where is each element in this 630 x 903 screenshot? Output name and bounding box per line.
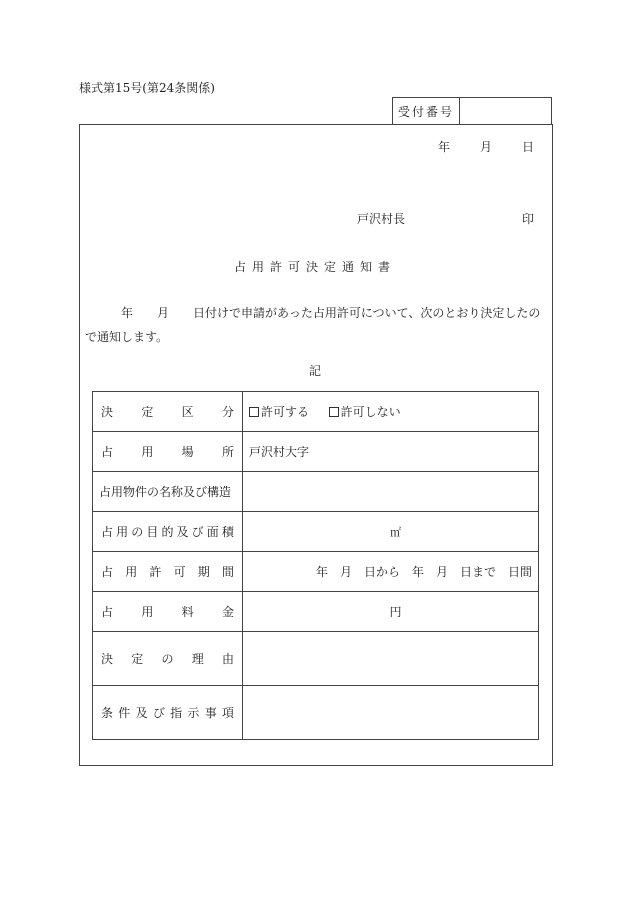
label-conditions: 条 件 及 び 指 示 事 項 [93,686,243,740]
receipt-number-label: 受付番号 [393,98,460,124]
decision-options [243,392,539,432]
label-permit-period: 占 用 許 可 期 間 [93,552,243,592]
square-meter-unit: ㎡ [390,525,401,539]
notice-paragraph: 年 月 日付けで申請があった占用許可について、次のとおり決定したので通知します。 [85,306,541,344]
date-year: 年 [437,140,450,154]
permit-period-value[interactable]: 年 月 日から 年 月 日まで 日間 [243,552,539,592]
checkbox-icon [249,407,259,417]
table-row [93,552,539,592]
label-reason: 決 定 の 理 由 [93,632,243,686]
permit-checkbox[interactable]: 許可する [249,405,309,419]
label-decision-type: 決 定 区 分 [93,392,243,432]
receipt-number-value[interactable] [460,98,551,124]
date-line [438,138,534,155]
reason-value[interactable] [243,632,539,686]
table-row [93,472,539,512]
decision-table [92,391,539,740]
table-row [93,512,539,552]
table-row [93,686,539,740]
fee-value[interactable] [243,592,539,632]
date-day: 日 [521,140,534,154]
table-row [93,392,539,432]
form-number: 様式第15号(第24条関係) [79,81,215,95]
seal-mark: 印 [522,212,535,226]
checkbox-icon [329,407,339,417]
deny-checkbox[interactable]: 許可しない [329,405,401,419]
location-value[interactable]: 戸沢村大字 [243,432,539,472]
label-object-name: 占用物件の名称及び構造 [93,472,243,512]
ki-heading: 記 [308,364,321,378]
yen-unit: 円 [389,605,402,619]
label-location: 占 用 場 所 [93,432,243,472]
date-month: 月 [479,140,492,154]
label-purpose-area: 占 用 の 目 的 及 び 面 積 [93,512,243,552]
table-row [93,632,539,686]
table-row [93,592,539,632]
conditions-value[interactable] [243,686,539,740]
issuer-title: 戸沢村長 [357,212,406,226]
purpose-area-value[interactable] [243,512,539,552]
label-fee: 占 用 料 金 [93,592,243,632]
document-title: 占用許可決定通知書 [233,260,396,274]
receipt-number-box [392,97,552,124]
object-name-value[interactable] [243,472,539,512]
table-row [93,432,539,472]
